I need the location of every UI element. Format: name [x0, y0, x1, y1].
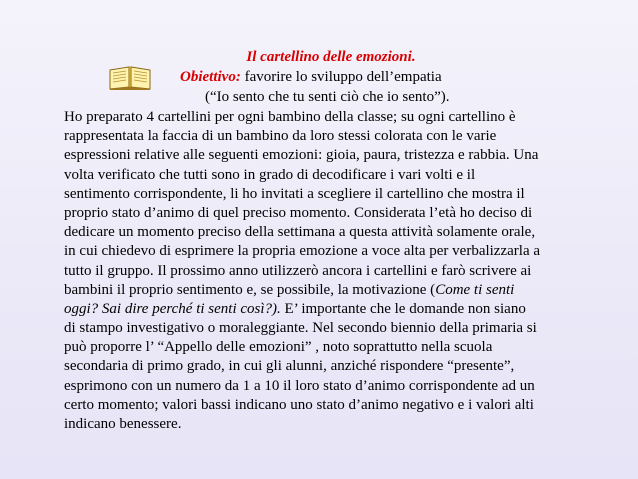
- body-text-plain: E’ importante che le domande non siano: [280, 300, 526, 317]
- body-line: sentimento corrispondente, li ho invitati a scegliere il cartellino che mostra il: [64, 185, 525, 202]
- body-line: di stampo investigativo o moraleggiante. Nel secondo biennio della primaria si: [64, 320, 537, 337]
- body-line: proprio stato d’animo di quel preciso momento. Considerata l’età ho deciso di: [64, 204, 533, 221]
- body-line: indicano benessere.: [64, 416, 182, 432]
- body-text-plain: bambini il proprio sentimento e, se possibile, la motivazione (: [64, 281, 436, 298]
- body-line: espressioni relative alle seguenti emozioni: gioia, paura, tristezza e rabbia. Una: [64, 147, 539, 164]
- body-line: [64, 281, 584, 300]
- body-line: dedicare un momento preciso della settimana a questa attività solamente orale,: [64, 224, 536, 241]
- body-text-italic: oggi? Sai dire perché ti senti così?).: [64, 300, 281, 317]
- body-line: volta verificato che tutti sono in grado di decodificare i vari volti e il: [64, 166, 476, 183]
- objective-line: [180, 68, 442, 86]
- body-text-italic: Come ti senti: [435, 281, 515, 298]
- body-line: [64, 300, 584, 319]
- body-paragraph: [64, 108, 584, 434]
- body-line: tutto il gruppo. Il prossimo anno utilizzerò ancora i cartellini e farò scrivere ai: [64, 262, 532, 279]
- body-line: può proporre l’ “Appello delle emozioni” , noto soprattutto nella scuola: [64, 339, 493, 356]
- body-line: rappresentata la faccia di un bambino da loro stessi colorata con le varie: [64, 128, 497, 145]
- body-line: in cui chiedevo di esprimere la propria emozione a voce alta per verbalizzarla a: [64, 243, 541, 260]
- body-line: esprimono con un numero da 1 a 10 il loro stato d’animo corrispondente ad un: [64, 377, 535, 394]
- objective-label: Obiettivo:: [180, 69, 241, 85]
- objective-text: favorire lo sviluppo dell’empatia: [240, 69, 442, 85]
- slide-title: Il cartellino delle emozioni.: [246, 49, 416, 65]
- body-line: Ho preparato 4 cartellini per ogni bambino della classe; su ogni cartellino è: [64, 109, 516, 125]
- body-line: secondaria di primo grado, in cui gli alunni, anziché rispondere “presente”,: [64, 358, 515, 375]
- body-line: certo momento; valori bassi indicano uno stato d’animo negativo e i valori alti: [64, 396, 534, 413]
- objective-quote: (“Io sento che tu senti ciò che io sento”).: [205, 89, 450, 105]
- open-book-icon: [108, 64, 152, 90]
